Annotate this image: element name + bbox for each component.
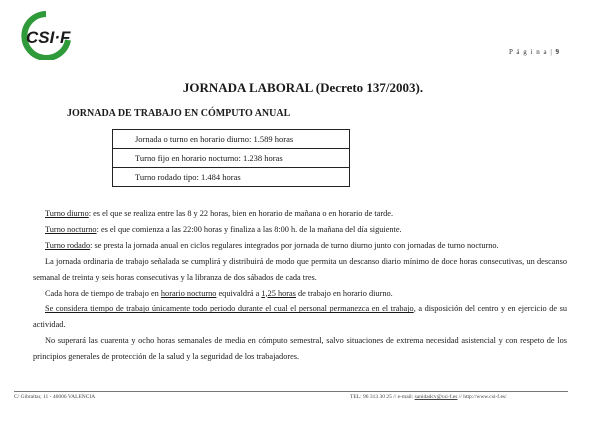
footer-address: C/ Gibraltar, 11 - 46006 VALENCIA	[14, 394, 96, 400]
paragraph-turno-rodado	[33, 238, 567, 254]
term-tiempo-trabajo: Se considera tiempo de trabajo únicamente todo periodo durante el cual el personal permanezca en el trabajo	[45, 304, 414, 314]
table-cell: Turno rodado tipo: 1.484 horas	[113, 168, 350, 187]
csif-logo	[16, 10, 76, 60]
paragraph-text: : es el que comienza a las 22:00 horas y finaliza a las 8:00 h. de la mañana del día siguiente.	[96, 224, 402, 234]
paragraph-text: Cada hora de tiempo de trabajo en	[45, 288, 161, 298]
paragraph-text: : es el que se realiza entre las 8 y 22 horas, bien en horario de mañana o en horario de tarde.	[88, 209, 394, 218]
document-title: JORNADA LABORAL (Decreto 137/2003).	[182, 80, 424, 95]
footer-divider	[14, 391, 568, 392]
paragraph-text: , a disposición del centro y en ejercicio de su actividad.	[33, 304, 567, 330]
term-125-horas: 1,25 horas	[261, 288, 296, 298]
footer-web[interactable]: // http://www.csi-f.es/	[457, 394, 507, 400]
table-row	[113, 130, 350, 149]
paragraph-turno-nocturno	[33, 222, 567, 238]
footer-contact	[350, 394, 507, 400]
table-row	[113, 149, 350, 168]
term-turno-nocturno: Turno nocturno	[45, 224, 97, 234]
page-number-value: 9	[555, 48, 560, 56]
table-cell: Turno fijo en horario nocturno: 1.238 horas	[113, 149, 350, 168]
hours-table	[112, 129, 350, 187]
paragraph-horario-nocturno	[33, 286, 567, 302]
paragraph-turno-diurno	[33, 206, 567, 222]
document-body	[33, 206, 567, 365]
paragraph-horas-semanales: No superará las cuarenta y ocho horas semanales de media en cómputo semestral, salvo situaciones de extrema necesidad asistencial y con respeto de los principios generales de protección de la salud y la seguridad de los trabajadores.	[33, 336, 567, 362]
term-turno-rodado: Turno rodado	[45, 240, 91, 250]
paragraph-text: : se presta la jornada anual en ciclos regulares integrados por jornada de turno diurno junto con jornadas de turno nocturno.	[90, 240, 499, 250]
section-subtitle: JORNADA DE TRABAJO EN CÓMPUTO ANUAL	[67, 108, 291, 119]
footer-phone: TEL: 96 313 30 25 // e-mail:	[350, 394, 415, 400]
term-horario-nocturno: horario nocturno	[160, 288, 217, 298]
csif-logo-icon	[16, 10, 76, 60]
footer-email-link[interactable]: sanidadcv@csi-f.es	[414, 394, 458, 400]
term-turno-diurno: Turno diurno	[45, 209, 89, 218]
paragraph-jornada-ordinaria: La jornada ordinaria de trabajo señalada se cumplirá y distribuirá de modo que permita un descanso diario mínimo de doce horas consecutivas, un descanso semanal de treinta y seis horas consecutivas y la libranza de dos sábados de cada tres.	[33, 256, 567, 282]
paragraph-text: de trabajo en horario diurno.	[295, 288, 393, 298]
paragraph-tiempo-trabajo	[33, 301, 567, 333]
table-row	[113, 168, 350, 187]
page-number	[509, 48, 560, 56]
table-cell: Jornada o turno en horario diurno: 1.589 horas	[113, 130, 350, 149]
svg-text:CSI·F: CSI·F	[26, 28, 71, 47]
page-label: P á g i n a |	[509, 48, 553, 56]
paragraph-text: equivaldrá a	[216, 288, 262, 298]
